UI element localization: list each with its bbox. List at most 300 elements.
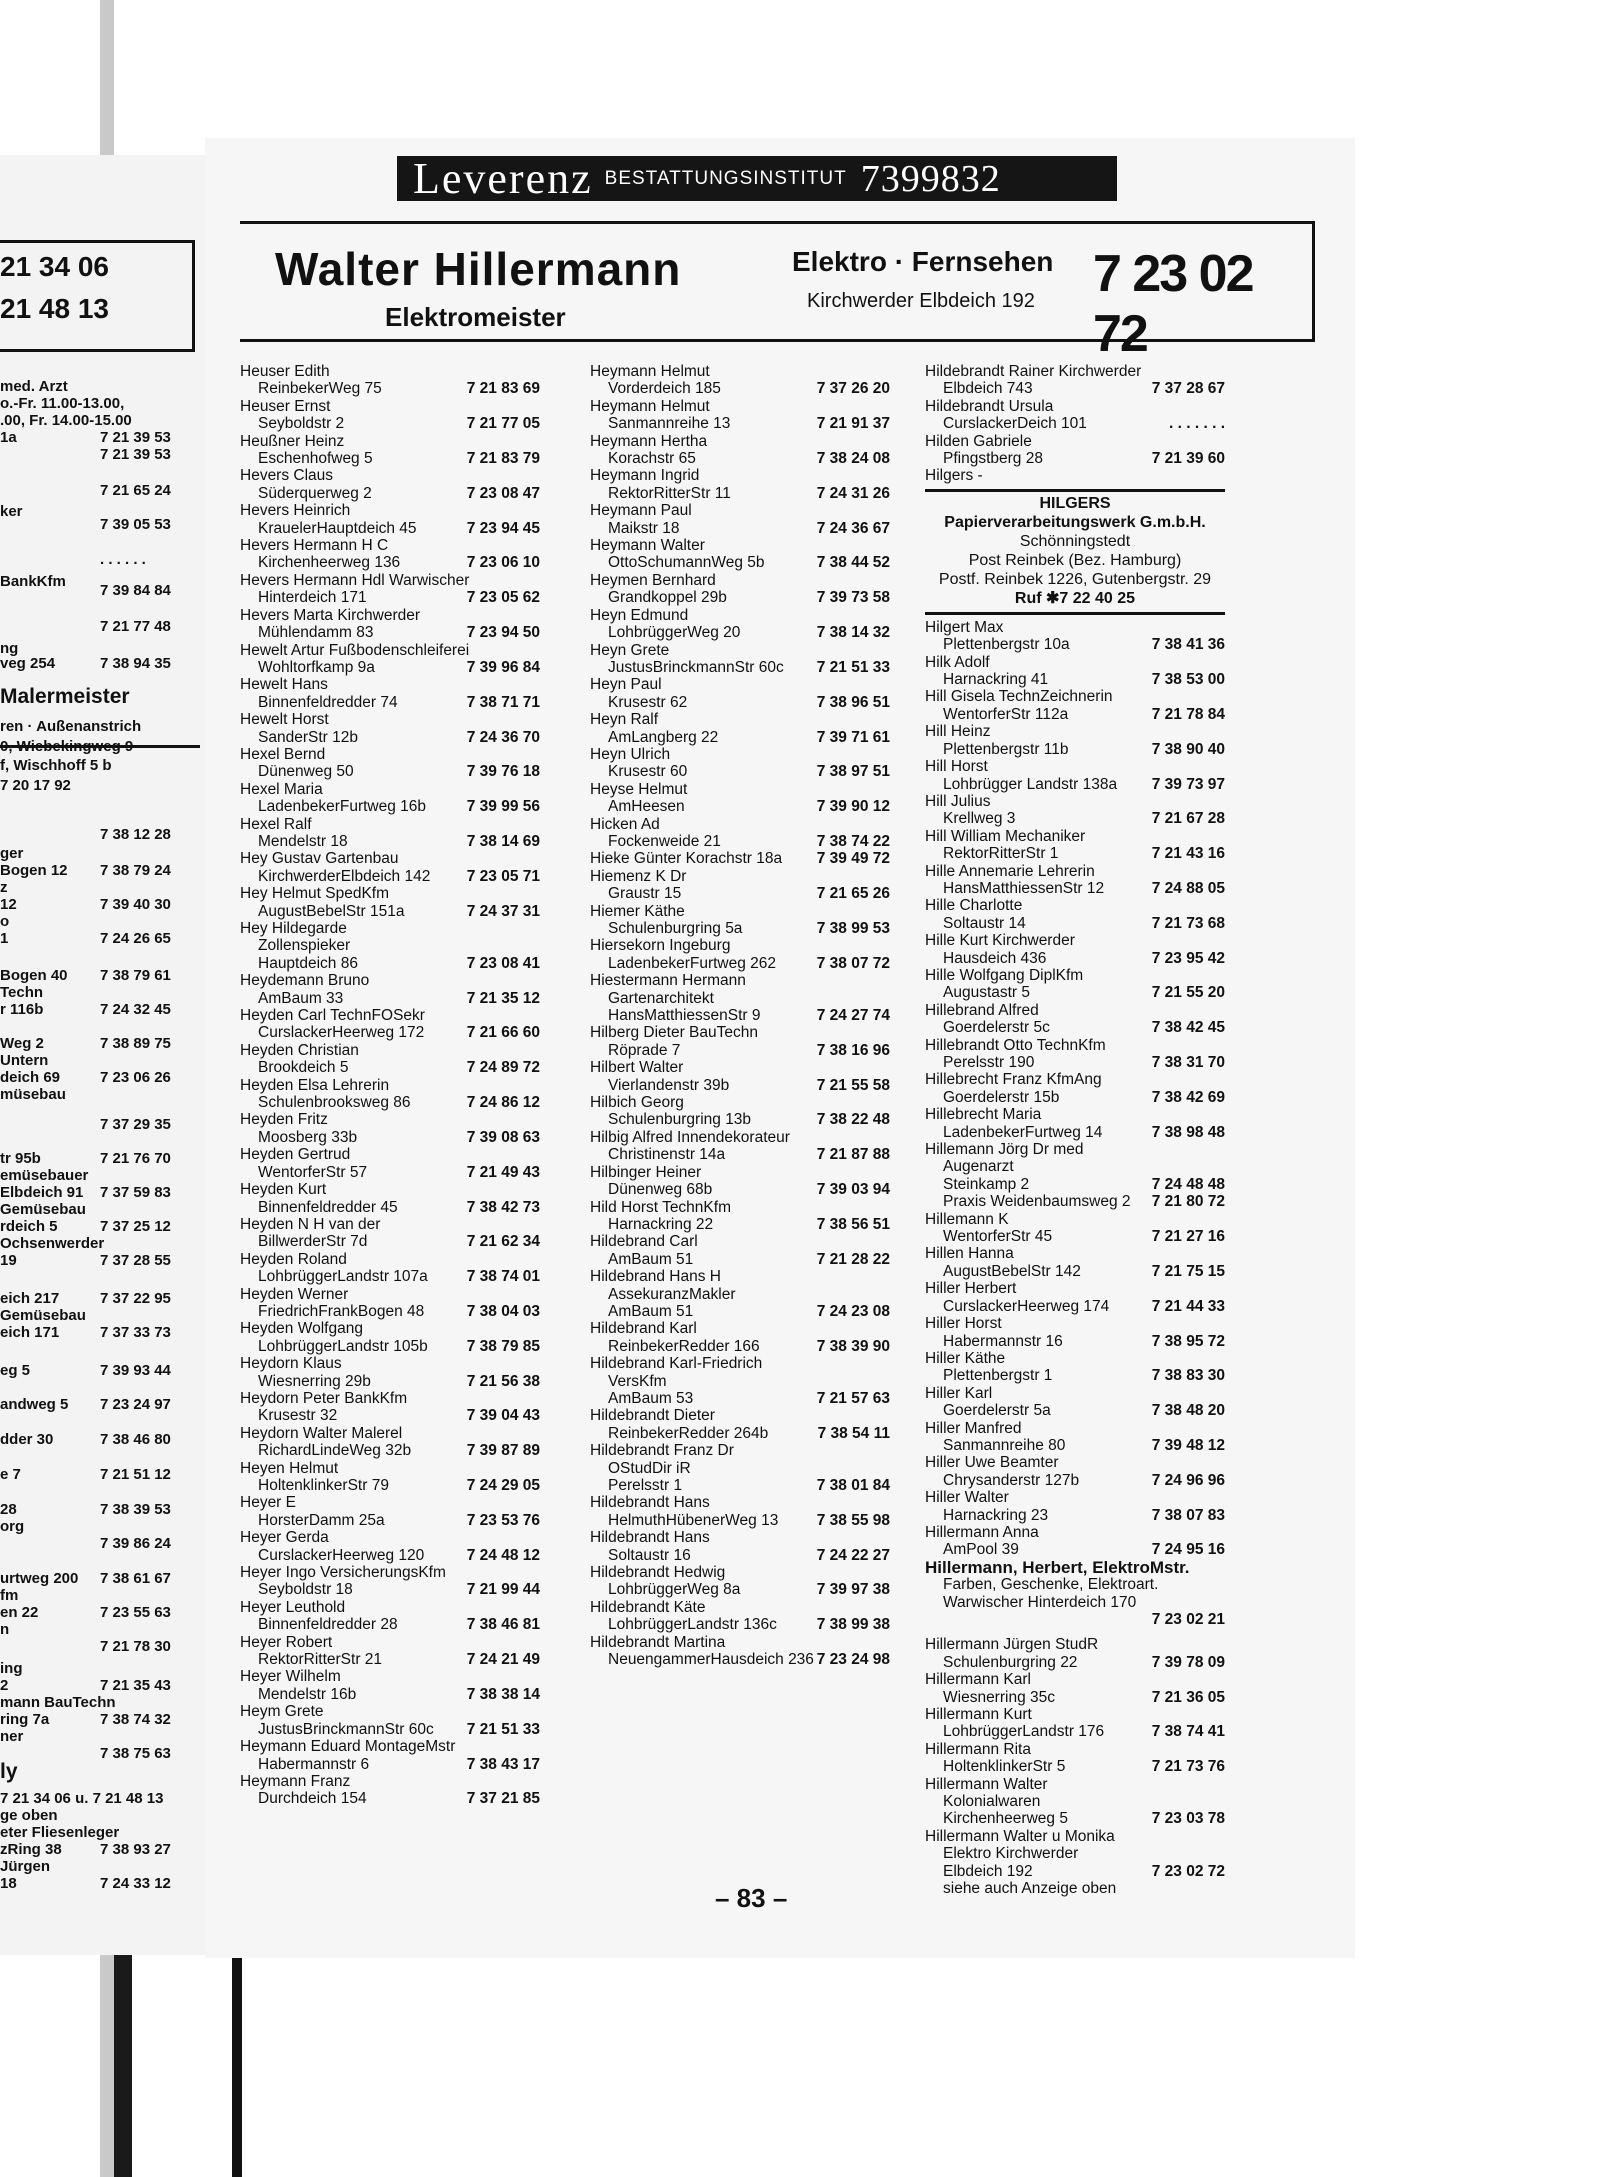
listing-column-3 <box>925 363 1225 1898</box>
listing-entry <box>925 1420 1225 1455</box>
entry-phone: 7 21 56 38 <box>466 1372 540 1390</box>
entry-address: Schulenburgring 13b <box>608 1111 752 1129</box>
entry-address: siehe auch Anzeige oben <box>943 1880 1117 1898</box>
entry-address: Mendelstr 16b <box>258 1685 357 1703</box>
left-page-text: z <box>0 879 8 896</box>
entry-address: RektorRitterStr 11 <box>608 484 731 502</box>
heading-ly: ly <box>0 1760 18 1783</box>
left-page-text: eter Fliesenleger <box>0 1824 120 1841</box>
entry-address: LohbrüggerWeg 8a <box>608 1581 741 1599</box>
entry-phone: 7 38 96 51 <box>816 693 890 711</box>
listing-entry <box>590 1442 890 1494</box>
listing-entry <box>925 758 1225 793</box>
entry-address: Kirchenheerweg 136 <box>258 554 401 572</box>
listing-entry <box>590 1634 890 1669</box>
entry-phone: 7 23 06 10 <box>466 554 540 572</box>
entry-address-line2: Steinkamp 2 <box>943 1175 1030 1193</box>
entry-name: Hildebrand Karl-Friedrich <box>590 1355 763 1373</box>
listing-entry <box>240 607 540 642</box>
entry-address: LadenbekerFurtweg 14 <box>943 1123 1103 1141</box>
entry-phone: 7 24 96 96 <box>1151 1471 1225 1489</box>
left-page-text: veg 254 <box>0 655 56 672</box>
listing-entry <box>240 746 540 781</box>
listing-entry <box>925 793 1225 828</box>
entry-address: HorsterDamm 25a <box>258 1511 385 1529</box>
listing-entry <box>590 937 890 972</box>
listing-entry <box>590 1268 890 1320</box>
entry-address: Binnenfeldredder 74 <box>258 693 398 711</box>
left-page-phone: 7 24 32 45 <box>100 1001 171 1018</box>
entry-phone: 7 21 28 22 <box>816 1250 890 1268</box>
entry-name: Heyer Leuthold <box>240 1598 346 1616</box>
entry-address: Wiesnerring 29b <box>258 1372 371 1390</box>
left-page-text: ger <box>0 845 24 862</box>
entry-address: RichardLindeWeg 32b <box>258 1442 412 1460</box>
entry-phone: 7 39 03 94 <box>816 1181 890 1199</box>
listing-entry <box>925 1280 1225 1315</box>
listing-entry <box>240 502 540 537</box>
listing-entry <box>925 897 1225 932</box>
entry-address: Vierlandenstr 39b <box>608 1076 730 1094</box>
left-page-text: ring 7a <box>0 1711 50 1728</box>
entry-address: Krusestr 62 <box>608 693 688 711</box>
entry-address: Fockenweide 21 <box>608 832 721 850</box>
left-page-text: ren · Außenanstrich <box>0 718 142 735</box>
entry-phone: 7 24 27 74 <box>816 1007 890 1025</box>
left-page-text: dder 30 <box>0 1431 54 1448</box>
left-page-phone: 7 38 79 24 <box>100 862 171 879</box>
entry-name: Hillebrecht Maria <box>925 1106 1042 1124</box>
listing-entry <box>590 711 890 746</box>
left-page-text: 18 <box>0 1875 17 1892</box>
listing-entry <box>590 1164 890 1199</box>
entry-name: Hiller Herbert <box>925 1280 1017 1298</box>
entry-address: LohbrüggerLandstr 176 <box>943 1723 1105 1741</box>
listing-entry <box>240 781 540 816</box>
entry-phone: 7 21 75 15 <box>1151 1262 1225 1280</box>
listing-entry <box>590 398 890 433</box>
entry-phone: 7 39 96 84 <box>466 658 540 676</box>
listing-entry <box>240 1390 540 1425</box>
left-page-text: Jürgen <box>0 1858 51 1875</box>
entry-address: NeuengammerHausdeich 236 <box>608 1651 814 1669</box>
left-page-phone: 7 21 76 70 <box>100 1150 171 1167</box>
entry-phone: 7 38 48 20 <box>1151 1402 1225 1420</box>
entry-phone: 7 38 83 30 <box>1151 1367 1225 1385</box>
entry-name: Hiemenz K Dr <box>590 867 687 885</box>
listing-entry <box>925 1828 1225 1880</box>
left-page-text: n <box>0 1621 10 1638</box>
listing-entry <box>240 398 540 433</box>
entry-phone: 7 21 73 68 <box>1151 914 1225 932</box>
entry-address: BillwerderStr 7d <box>258 1233 368 1251</box>
left-page-phone: 7 21 65 24 <box>100 482 171 499</box>
entry-address: Dünenweg 50 <box>258 763 354 781</box>
listing-entry <box>240 1599 540 1634</box>
entry-address: Plettenbergstr 1 <box>943 1367 1053 1385</box>
entry-address: WentorferStr 112a <box>943 705 1069 723</box>
entry-phone: 7 21 83 79 <box>466 450 540 468</box>
listing-entry <box>925 619 1225 654</box>
listing-entry <box>925 1037 1225 1072</box>
entry-address: Schulenbrooksweg 86 <box>258 1094 411 1112</box>
listing-entry-highlight <box>925 1559 1225 1629</box>
entry-phone: 7 24 37 31 <box>466 902 540 920</box>
entry-address: AmBaum 51 <box>608 1250 694 1268</box>
entry-phone: 7 24 23 08 <box>816 1302 890 1320</box>
entry-address: Hinterdeich 171 <box>258 589 367 607</box>
hilgers-location: Schönningstedt <box>1019 532 1131 550</box>
left-page-text: fm <box>0 1587 19 1604</box>
listing-entry <box>240 1703 540 1738</box>
listing-entry <box>590 1407 890 1442</box>
entry-name: Hill William Mechaniker <box>925 827 1086 845</box>
listing-entry <box>925 1524 1225 1559</box>
entry-address: LadenbekerFurtweg 16b <box>258 798 427 816</box>
heading-malermeister: Malermeister <box>0 685 130 708</box>
listing-entry <box>925 467 1225 484</box>
entry-phone: 7 23 03 78 <box>1151 1810 1225 1828</box>
entry-name: Hilbig Alfred Innendekorateur <box>590 1128 790 1146</box>
entry-address: CurslackerHeerweg 174 <box>943 1297 1110 1315</box>
listing-entry <box>590 467 890 502</box>
left-page-phone: 7 23 24 97 <box>100 1396 171 1413</box>
entry-phone: 7 39 90 12 <box>816 798 890 816</box>
entry-phone: 7 23 02 21 <box>1151 1611 1225 1628</box>
entry-address: Vorderdeich 185 <box>608 380 721 398</box>
entry-address-line2: AmBaum 53 <box>608 1389 694 1407</box>
entry-address: FriedrichFrankBogen 48 <box>258 1302 425 1320</box>
entry-address: HelmuthHübenerWeg 13 <box>608 1511 779 1529</box>
entry-address: Dünenweg 68b <box>608 1181 713 1199</box>
entry-phone: 7 24 89 72 <box>466 1059 540 1077</box>
entry-name: Heym Grete <box>240 1703 324 1721</box>
phone-number-2: 21 48 13 <box>0 293 109 324</box>
listing-entry <box>240 1181 540 1216</box>
entry-address: Süderquerweg 2 <box>258 484 372 502</box>
entry-name: Hewelt Horst <box>240 711 329 729</box>
listing-entry <box>590 537 890 572</box>
entry-address: Sanmannreihe 80 <box>943 1436 1066 1454</box>
entry-address: Maikstr 18 <box>608 519 680 537</box>
entry-address: Röprade 7 <box>608 1041 681 1059</box>
entry-name: Hildebrandt Dieter <box>590 1407 715 1425</box>
listing-entry <box>240 1773 540 1808</box>
entry-address: AmHeesen <box>608 798 685 816</box>
entry-address: Durchdeich 154 <box>258 1790 367 1808</box>
left-page-phone: 7 21 39 53 <box>100 429 171 446</box>
entry-name: Hillermann Rita <box>925 1740 1031 1758</box>
entry-name: Heyden Wolfgang <box>240 1320 363 1338</box>
entry-name: Heymann Helmut <box>590 397 710 415</box>
entry-phone: 7 37 26 20 <box>816 380 890 398</box>
entry-phone: 7 21 49 43 <box>466 1163 540 1181</box>
entry-name: Hiller Manfred <box>925 1419 1022 1437</box>
entry-phone: 7 38 54 11 <box>817 1424 890 1442</box>
entry-address: CurslackerHeerweg 120 <box>258 1546 425 1564</box>
listing-entry <box>925 1776 1225 1828</box>
entry-phone: 7 21 78 84 <box>1151 705 1225 723</box>
left-page-phone: 7 38 94 35 <box>100 655 171 672</box>
entry-address: Soltaustr 16 <box>608 1546 691 1564</box>
listing-entry <box>240 816 540 851</box>
entry-name: Hiller Horst <box>925 1315 1002 1333</box>
listing-entry <box>590 868 890 903</box>
entry-name: Heymen Bernhard <box>590 571 716 589</box>
entry-phone: 7 38 95 72 <box>1151 1332 1225 1350</box>
left-page-phone: 7 38 89 75 <box>100 1035 171 1052</box>
entry-address: Kolonialwaren <box>943 1793 1041 1811</box>
listing-entry <box>925 723 1225 758</box>
entry-name: Heymann Ingrid <box>590 467 700 485</box>
entry-phone: 7 21 91 37 <box>816 415 890 433</box>
listing-entry <box>925 1245 1225 1280</box>
listing-entry <box>240 1634 540 1669</box>
entry-name: Heyen Helmut <box>240 1459 339 1477</box>
entry-name: Hewelt Artur Fußbodenschleiferei <box>240 641 470 659</box>
entry-phone: 7 39 71 61 <box>816 728 890 746</box>
left-page-phone: 7 23 06 26 <box>100 1069 171 1086</box>
listing-entry <box>925 1106 1225 1141</box>
left-page-text: 28 <box>0 1501 17 1518</box>
entry-address: Krusestr 60 <box>608 763 688 781</box>
listing-entry <box>925 863 1225 898</box>
left-page-phone: 7 38 74 32 <box>100 1711 171 1728</box>
listing-entry <box>590 607 890 642</box>
entry-address: Elektro Kirchwerder <box>943 1845 1079 1863</box>
directory-page <box>205 138 1355 1958</box>
listing-entry <box>590 502 890 537</box>
left-page-phone: 7 37 22 95 <box>100 1290 171 1307</box>
entry-address: Grandkoppel 29b <box>608 589 727 607</box>
entry-phone: 7 38 31 70 <box>1151 1054 1225 1071</box>
entry-name: Hild Horst TechnKfm <box>590 1198 731 1216</box>
phone-ad-box <box>0 240 195 352</box>
entry-address: OStudDir iR <box>608 1459 691 1477</box>
listing-entry <box>240 1286 540 1321</box>
entry-address: LohbrüggerLandstr 105b <box>258 1337 428 1355</box>
left-page-phone: 7 37 33 73 <box>100 1324 171 1341</box>
entry-phone: 7 23 94 50 <box>466 624 540 642</box>
left-page-text: 1 <box>0 930 9 947</box>
page-number: – 83 – <box>715 1883 788 1913</box>
entry-name: Hicken Ad <box>590 815 660 833</box>
entry-address: Goerdelerstr 5a <box>943 1402 1051 1420</box>
left-page-text: ng <box>0 640 19 657</box>
entry-name: Hillermann Kurt <box>925 1706 1032 1724</box>
entry-phone: 7 38 07 72 <box>816 954 890 972</box>
entry-address: RektorRitterStr 21 <box>258 1651 383 1669</box>
entry-name: Hildebrandt Ursula <box>925 397 1054 415</box>
entry-address-line2: Kirchenheerweg 5 <box>943 1810 1068 1828</box>
entry-phone: 7 38 53 00 <box>1151 671 1225 689</box>
listing-entry <box>590 781 890 816</box>
listing-entry <box>590 746 890 781</box>
entry-name: Hexel Maria <box>240 780 323 798</box>
left-page-text: ner <box>0 1728 24 1745</box>
entry-address: Lohbrügger Landstr 138a <box>943 775 1118 793</box>
entry-address: Zollenspieker <box>258 937 351 955</box>
entry-phone: 7 38 42 45 <box>1151 1019 1225 1037</box>
entry-phone: 7 23 05 71 <box>466 867 540 885</box>
entry-phone: 7 24 95 16 <box>1151 1541 1225 1559</box>
entry-phone: 7 39 48 12 <box>1151 1436 1225 1454</box>
entry-phone: 7 21 73 76 <box>1151 1758 1225 1776</box>
left-page-phone: 7 37 59 83 <box>100 1184 171 1201</box>
entry-address: Moosberg 33b <box>258 1128 358 1146</box>
entry-name: Heydorn Klaus <box>240 1355 342 1373</box>
entry-address: Mühlendamm 83 <box>258 624 374 642</box>
listing-entry <box>240 1216 540 1251</box>
left-page-text: Ochsenwerder <box>0 1235 105 1252</box>
listing-entry <box>925 1350 1225 1385</box>
entry-name: Heymann Walter <box>590 537 705 555</box>
entry-name: Heydorn Walter Malerel <box>240 1424 403 1442</box>
listing-entry <box>925 363 1225 398</box>
entry-name: Hillebrandt Otto TechnKfm <box>925 1036 1106 1054</box>
listing-entry <box>925 1193 1225 1210</box>
left-page-text: med. Arzt <box>0 378 68 395</box>
entry-phone: 7 38 01 84 <box>816 1477 890 1494</box>
entry-name: Hildebrandt Martina <box>590 1633 726 1651</box>
listing-entry <box>590 1233 890 1268</box>
listing-entry <box>240 1460 540 1495</box>
listing-entry <box>590 1355 890 1407</box>
entry-address: Krusestr 32 <box>258 1407 338 1425</box>
entry-name: Heymann Paul <box>590 502 692 520</box>
ad-company-name: Walter Hillermann <box>275 243 682 295</box>
entry-address: AmLangberg 22 <box>608 728 719 746</box>
hilgers-post: Post Reinbek (Bez. Hamburg) <box>968 551 1182 569</box>
listing-entry <box>590 1199 890 1234</box>
left-page-text: zRing 38 <box>0 1841 62 1858</box>
entry-phone: 7 39 99 56 <box>466 798 540 816</box>
listing-entry <box>240 1738 540 1773</box>
entry-phone: 7 38 74 41 <box>1151 1723 1225 1741</box>
entry-address: Perelsstr 190 <box>943 1054 1035 1071</box>
entry-phone: 7 23 02 72 <box>1151 1862 1225 1880</box>
entry-name: Hille Annemarie Lehrerin <box>925 862 1095 880</box>
advertisement-box <box>240 221 1315 363</box>
entry-phone: 7 24 22 27 <box>816 1546 890 1564</box>
entry-name: Heyden Werner <box>240 1285 349 1303</box>
entry-phone: 7 21 83 69 <box>466 380 540 398</box>
entry-phone: 7 24 88 05 <box>1151 879 1225 897</box>
entry-phone: 7 21 55 58 <box>816 1076 890 1094</box>
entry-address: Brookdeich 5 <box>258 1059 349 1077</box>
listing-entry <box>925 1741 1225 1776</box>
left-page-phone: 7 21 51 12 <box>100 1466 171 1483</box>
entry-address-line2: Elbdeich 192 <box>943 1862 1033 1880</box>
banner-subtitle: BESTATTUNGSINSTITUT <box>604 167 847 189</box>
entry-name: Heyer Robert <box>240 1633 333 1651</box>
listing-entry <box>925 1071 1225 1106</box>
entry-phone: 7 21 65 26 <box>816 885 890 903</box>
left-page-phone: 7 37 28 55 <box>100 1252 171 1269</box>
listing-entry <box>590 676 890 711</box>
listing-entry <box>240 1111 540 1146</box>
entry-phone: 7 38 79 85 <box>466 1337 540 1355</box>
left-page-phone: 7 23 55 63 <box>100 1604 171 1621</box>
entry-phone: 7 38 42 69 <box>1151 1088 1225 1106</box>
listing-entry <box>240 1320 540 1355</box>
listing-entry <box>240 537 540 572</box>
entry-address-line2: HansMatthiessenStr 9 <box>608 1007 761 1025</box>
entry-name: Heyse Helmut <box>590 780 688 798</box>
listing-entry <box>925 828 1225 863</box>
entry-address: Pfingstberg 28 <box>943 450 1043 468</box>
entry-name: Heymann Helmut <box>590 363 710 380</box>
left-page-phone: 7 39 40 30 <box>100 896 171 913</box>
listing-entry <box>590 1599 890 1634</box>
listing-entry <box>925 1002 1225 1037</box>
entry-address: VersKfm <box>608 1372 667 1390</box>
entry-phone: . . . . . . . <box>1169 415 1225 433</box>
entry-phone: 7 21 57 63 <box>816 1389 890 1407</box>
banner-phone: 7399832 <box>860 157 1001 200</box>
left-page-text: Bogen 12 <box>0 862 68 879</box>
ad-sector: Elektro · Fernsehen <box>792 246 1054 277</box>
entry-name: Hexel Bernd <box>240 745 326 763</box>
listing-entry <box>590 1129 890 1164</box>
entry-phone: 7 24 21 49 <box>466 1651 540 1669</box>
entry-name: Heyden Gertrud <box>240 1146 351 1164</box>
entry-address: LadenbekerFurtweg 262 <box>608 954 777 972</box>
entry-address: AmPool 39 <box>943 1541 1019 1559</box>
left-page-text: 12 <box>0 896 17 913</box>
listing-entry <box>590 850 890 867</box>
left-page-text: ing <box>0 1660 23 1677</box>
entry-name: Heyden Carl TechnFOSekr <box>240 1007 425 1025</box>
left-page-phone: 7 21 35 43 <box>100 1677 171 1694</box>
entry-name: Hildebrand Hans H <box>590 1268 721 1286</box>
entry-name: Hexel Ralf <box>240 815 312 833</box>
entry-phone: 7 38 46 81 <box>466 1616 540 1634</box>
entry-name: Hevers Marta Kirchwerder <box>240 606 421 624</box>
entry-phone: 7 38 44 52 <box>816 554 890 572</box>
entry-phone: 7 38 41 36 <box>1151 636 1225 654</box>
left-page-text: Weg 2 <box>0 1035 44 1052</box>
entry-address-line2: Hauptdeich 86 <box>258 954 358 972</box>
left-page-text: en 22 <box>0 1604 39 1621</box>
entry-name: Hildebrandt Hans <box>590 1529 710 1547</box>
entry-name: Hillemann Jörg Dr med <box>925 1141 1084 1159</box>
entry-address: AugustBebelStr 151a <box>258 902 405 920</box>
listing-entry <box>240 572 540 607</box>
entry-address-line2: Perelsstr 1 <box>608 1477 683 1494</box>
left-page-text: 2 <box>0 1677 9 1694</box>
entry-address: Habermannstr 16 <box>943 1332 1063 1350</box>
entry-name: Hillermann Anna <box>925 1523 1039 1541</box>
entry-address: LohbrüggerWeg 20 <box>608 624 741 642</box>
left-page-text: andweg 5 <box>0 1396 69 1413</box>
entry-address: OttoSchumannWeg 5b <box>608 554 765 572</box>
entry-name: Heuser Edith <box>240 363 330 380</box>
listing-entry <box>925 1315 1225 1350</box>
left-page-phone: 7 21 39 53 <box>100 446 171 463</box>
entry-address: AssekuranzMakler <box>608 1285 736 1303</box>
listing-entry <box>240 433 540 468</box>
entry-name: Heydemann Bruno <box>240 972 370 990</box>
entry-phone: 7 38 55 98 <box>816 1511 890 1529</box>
entry-address: WentorferStr 45 <box>943 1228 1053 1246</box>
entry-name: Hillemann K <box>925 1210 1009 1228</box>
entry-phone: 7 38 74 01 <box>466 1268 540 1286</box>
entry-address: Seyboldstr 18 <box>258 1581 353 1599</box>
entry-name: Heydorn Peter BankKfm <box>240 1389 408 1407</box>
left-page-text: 19 <box>0 1252 17 1269</box>
entry-address: Hausdeich 436 <box>943 949 1047 967</box>
